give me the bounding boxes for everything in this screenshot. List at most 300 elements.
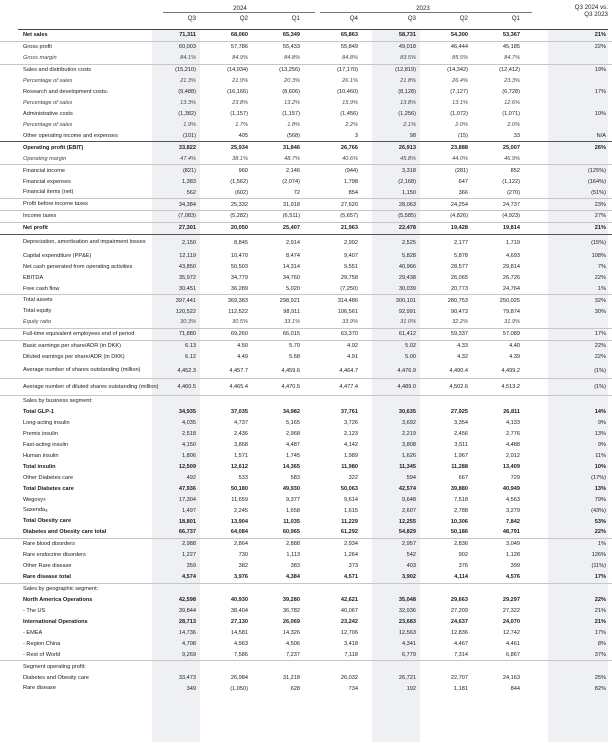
row-label [23,638,163,649]
quarter-value: 7,237 [286,651,300,658]
quarter-value: 22,478 [398,225,416,232]
change-value: 17% [594,331,606,338]
quarter-value: 5.68 [289,354,300,361]
quarter-value: 9,377 [286,496,300,503]
table-row [0,306,612,317]
row-label-text: Premix insulin [23,430,58,437]
quarter-value: 4,464.7 [339,367,358,374]
row-label-text: Wegovy [23,496,44,503]
quarter-value: 13,409 [502,463,520,470]
quarter-value: 4.33 [457,343,468,350]
quarter-value: 63,370 [340,331,358,338]
quarter-value: 21.8% [400,78,416,85]
quarter-value: 69,260 [230,331,248,338]
quarter-value: 14,314 [282,263,300,270]
quarter-value: 14,581 [230,629,248,636]
quarter-value [476,661,520,672]
change-value: (51%) [591,189,606,196]
quarter-value: 2,776 [506,431,520,438]
quarter-value: (1,256) [398,111,416,118]
row-label-text: Saxenda [23,507,46,514]
quarter-value [476,584,520,595]
quarter-value: 2,219 [402,431,416,438]
quarter-value: 5,020 [286,285,300,292]
row-label-text: Net cash generated from operating activities [23,263,133,270]
quarter-value: 84.8% [342,55,358,62]
quarter-value: 19,814 [502,225,520,232]
quarter-value: 71,880 [178,331,196,338]
quarter-value: 1,113 [286,552,300,559]
table-row [0,395,612,407]
quarter-value: 5.70 [289,343,300,350]
quarter-value: 28,713 [178,618,196,625]
quarter-value: 4,470.5 [281,384,300,390]
row-label-text: Rare disease total [23,574,71,581]
quarter-value: 26,984 [230,674,248,681]
row-label [23,130,163,141]
quarter-value: 26,913 [398,144,416,151]
quarter-value: 20,050 [230,225,248,232]
row-label [23,341,163,352]
quarter-value: 3,418 [344,640,358,647]
row-label-text: Gross profit [23,44,52,51]
quarter-value: 1,806 [182,452,196,459]
row-label [23,283,163,294]
quarter-value: 3 [354,132,358,139]
table-row [0,595,612,606]
row-label [23,483,163,494]
quarter-value: 4,035 [182,420,196,427]
quarter-value: 2,123 [344,431,358,438]
table-row [0,550,612,561]
table-row [0,120,612,131]
row-label-text: Rare disease [23,685,56,692]
quarter-value: 35,048 [398,597,416,604]
row-label-text: Other Rare disease [23,563,72,570]
quarter-value: 39,280 [282,597,300,604]
quarter-value: 66,737 [178,529,196,536]
quarter-value: 628 [290,685,300,692]
quarter-value: 30,451 [178,285,196,292]
quarter-value: 18,801 [178,518,196,525]
quarter-value: 2,914 [286,239,300,246]
quarter-value: 40,067 [340,608,358,615]
quarter-value: 2,934 [344,541,358,548]
quarter-value: 1,497 [182,507,196,514]
quarter-value: 14,736 [178,629,196,636]
quarter-value: 26.4% [452,78,468,85]
change-value: 22% [594,343,606,350]
change-value: 1% [597,541,606,548]
table-row [0,516,612,527]
quarter-value: (270) [506,189,520,196]
quarter-value [372,396,416,407]
change-value: 21% [594,618,606,625]
table-row [0,283,612,294]
quarter-value: 3,049 [506,541,520,548]
quarter-value: 192 [406,685,416,692]
quarter-value: 27,209 [450,608,468,615]
row-label [23,683,163,694]
quarter-value: 11,980 [341,463,358,470]
table-row [0,672,612,683]
row-label [23,379,163,395]
quarter-value: 1,745 [286,452,300,459]
quarter-value: 3,976 [234,574,248,581]
quarter-value: 55,433 [282,44,300,51]
quarter-value: 492 [186,474,196,481]
quarter-value: 2,992 [344,239,358,246]
quarter-value: 11,035 [283,518,300,525]
quarter-value: 734 [348,685,358,692]
table-row [0,527,612,538]
quarter-value: 23,242 [340,618,358,625]
change-value: 17% [594,574,606,581]
quarter-value: 55,849 [340,44,358,51]
quarter-value: 21,963 [340,225,358,232]
quarter-value: 46.9% [504,155,520,162]
table-row [0,87,612,98]
quarter-value: 23.3% [504,78,520,85]
quarter-value: (944) [344,167,358,174]
row-label-text: Administrative costs [23,110,73,117]
table-row [0,617,612,628]
quarter-value: 3,354 [454,420,468,427]
quarter-value: 35,972 [178,274,196,281]
quarter-value: 542 [406,552,416,559]
quarter-value: (14,934) [227,67,248,74]
change-value: (15%) [591,239,606,246]
quarter-value: 29,814 [502,263,520,270]
quarter-value: 4.40 [509,343,520,350]
change-value: (164%) [587,178,606,185]
quarter-value: 38,404 [230,608,248,615]
row-label [23,561,163,572]
quarter-value: 61,292 [340,529,358,536]
quarter-value [424,584,468,595]
quarter-value: 48.7% [284,155,300,162]
quarter-value: 2.0% [455,121,468,128]
change-value: (1%) [594,384,606,390]
quarter-value: 1,128 [506,552,520,559]
row-label-text: North America Operations [23,596,93,603]
quarter-value: 25,007 [502,144,520,151]
row-label-text: Total equity [23,308,52,315]
quarter-value: 3,726 [344,420,358,427]
quarter-value: 8,474 [286,252,300,259]
row-label-text: Full-time equivalent employees end of period [23,331,135,338]
quarter-value: 2.1% [403,121,416,128]
quarter-value: 9,551 [344,263,358,270]
quarter-value: 2,146 [286,167,300,174]
quarter-header: Q3 [407,15,416,22]
quarter-value: 65,863 [340,32,358,39]
quarter-value: 92,991 [398,308,416,315]
row-label-text: Rare endocrine disorders [23,552,86,559]
quarter-value: (2,168) [398,178,416,185]
quarter-value: 60,965 [282,529,300,536]
row-label [23,661,163,672]
quarter-value: (568) [286,132,300,139]
quarter-value: 24,163 [502,674,520,681]
quarter-value: (4,826) [450,213,468,220]
quarter-value: 26.1% [342,78,358,85]
quarter-value: 2,888 [286,541,300,548]
quarter-value: 21.3% [180,78,196,85]
change-value: 11% [595,452,606,459]
row-label [23,440,163,451]
quarter-value: 38.1% [232,155,248,162]
change-value: (17%) [591,474,606,481]
table-row [0,41,612,53]
quarter-value: 32.2% [452,319,468,326]
quarter-value: 2,456 [454,431,468,438]
row-label-text: Total insulin [23,463,56,470]
quarter-value: 322 [348,474,358,481]
quarter-value [424,396,468,407]
row-label-text: Basic earnings per share/ADR (in DKK) [23,343,121,350]
change-value: (11%) [591,563,606,570]
table-row [0,538,612,550]
quarter-value: 48,791 [502,529,520,536]
quarter-value: 49,018 [398,44,416,51]
quarter-value: 1.8% [287,121,300,128]
quarter-value: 29,758 [340,274,358,281]
quarter-value: 359 [186,563,196,570]
quarter-value: 250,025 [499,297,520,304]
quarter-value: (1,072) [450,111,468,118]
quarter-value: 280,753 [447,297,468,304]
quarter-value: (5,585) [398,213,416,220]
quarter-value: 20.3% [284,78,300,85]
quarter-value: 33,473 [178,674,196,681]
row-label-text: - EMEA [23,629,43,636]
row-label-text: Diabetes and Obesity care total [23,529,107,536]
quarter-value: 26,065 [450,274,468,281]
quarter-value: 4,384 [286,574,300,581]
quarter-value: 28,063 [398,201,416,208]
row-label: Wegovy ® [23,496,46,503]
quarter-value: 3,318 [402,167,416,174]
quarter-value [314,584,358,595]
table-row [0,272,612,283]
quarter-value: 729 [510,474,520,481]
quarter-value: 14,326 [282,629,300,636]
quarter-value: 4,963 [234,640,248,647]
quarter-value: 4,708 [182,640,196,647]
table-row [0,472,612,483]
quarter-value: 84.7% [504,55,520,62]
table-row [0,638,612,649]
quarter-value: (9,488) [178,89,196,96]
quarter-value: 47,936 [178,485,196,492]
quarter-value: (14,342) [447,67,468,74]
quarter-value: 3,511 [454,441,468,448]
quarter-value [424,661,468,672]
quarter-value: (1,122) [502,178,520,185]
quarter-value: 594 [406,474,416,481]
change-value: 22% [594,354,606,361]
quarter-value: 23,888 [450,144,468,151]
quarter-value: 26,766 [340,144,358,151]
table-row [0,53,612,64]
change-value: 126% [591,552,606,559]
quarter-value: 40,949 [502,485,520,492]
row-label-text: Other operating income and expenses [23,132,118,139]
quarter-value: 7,586 [234,651,248,658]
change-column-header [548,4,608,18]
table-row [0,98,612,109]
quarter-value: 4.50 [237,343,248,350]
row-label-text: Long-acting insulin [23,419,70,426]
quarter-value: 23,683 [398,618,416,625]
quarter-value: 54,300 [450,32,468,39]
quarter-value: (1,157) [230,111,248,118]
table-row [0,505,612,516]
quarter-value: 44.0% [452,155,468,162]
quarter-value: 27,301 [178,225,196,232]
change-value [562,98,606,109]
table-row [0,649,612,660]
quarter-value: 4,513.2 [501,384,520,390]
quarter-value: 4.49 [237,354,248,361]
row-label-text: Segment operating profit: [23,663,86,670]
row-label [23,235,163,251]
quarter-value: 383 [290,563,300,570]
quarter-value: 12.6% [504,100,520,107]
change-value [562,661,606,672]
table-row [0,187,612,198]
row-label [23,223,163,234]
quarter-value: 7,314 [454,651,468,658]
quarter-value: 2,525 [402,239,416,246]
row-label-text: Total assets [23,297,53,304]
table-row [0,141,612,153]
quarter-value: (1,071) [502,111,520,118]
quarter-value: 403 [406,563,416,570]
change-value: 10% [594,463,606,470]
quarter-value: 1,383 [182,178,196,185]
quarter-value: 1,264 [344,552,358,559]
quarter-value: 2,436 [234,431,248,438]
change-value: 53% [594,518,606,525]
quarter-value: 27,925 [450,409,468,416]
quarter-value: 72 [293,189,300,196]
quarter-value: 26,032 [340,674,358,681]
quarter-value: 2,012 [506,452,520,459]
change-value: 8% [597,640,606,647]
row-label-text: Income taxes [23,213,57,220]
quarter-value: 960 [238,167,248,174]
quarter-value: 1.7% [235,121,248,128]
quarter-value: 83.5% [400,55,416,62]
row-label [23,429,163,440]
row-label [23,295,163,306]
quarter-value: 376 [458,563,468,570]
quarter-value: 5,828 [402,252,416,259]
quarter-value [372,584,416,595]
row-label-text: Rare blood disorders [23,541,75,548]
quarter-value [372,661,416,672]
quarter-value: 4,476.9 [397,367,416,374]
quarter-value: 57,786 [230,44,248,51]
quarter-value: 47.4% [180,155,196,162]
quarter-value: 53,367 [502,32,520,39]
table-row [0,153,612,164]
quarter-value: 12,509 [178,463,196,470]
quarter-value: 4.92 [347,343,358,350]
row-label [23,516,163,527]
quarter-value: 2,788 [454,507,468,514]
quarter-value: 4,133 [506,420,520,427]
quarter-value: 4,488 [506,441,520,448]
change-value [562,396,606,407]
row-label-text: Sales by geographic segment: [23,586,99,592]
quarter-value: (17,170) [337,67,358,74]
quarter-value: 19,428 [450,225,468,232]
quarter-value: 13.1% [452,100,468,107]
quarter-value: 2.2% [345,121,358,128]
quarter-value: 26,721 [398,674,416,681]
change-value: 22% [594,274,606,281]
quarter-value: 8,845 [234,239,248,246]
quarter-value: 11,288 [451,463,468,470]
change-value [562,153,606,164]
quarter-value: 6.13 [185,343,196,350]
quarter-value: (8,128) [398,89,416,96]
quarter-value: 11,229 [341,518,358,525]
quarter-value: 1.9% [183,121,196,128]
quarter-value: 34,760 [282,274,300,281]
quarter-value: 4,114 [454,574,468,581]
quarter-value: 647 [458,178,468,185]
quarter-value: 31.9% [504,319,520,326]
quarter-value: 3,868 [234,441,248,448]
change-value: 17% [594,89,606,96]
quarter-value: 7,518 [454,496,468,503]
quarter-value: (12,819) [395,67,416,74]
row-label [23,120,163,131]
row-label [23,472,163,483]
change-value: 22% [594,44,606,51]
quarter-value: 1,150 [402,189,416,196]
quarter-value: 533 [238,474,248,481]
row-label-text: Fast-acting insulin [23,441,69,448]
quarter-value: 24,764 [502,285,520,292]
table-row [0,627,612,638]
quarter-value: (13,256) [279,67,300,74]
row-label-text: Depreciation, amortisation and impairment losses [23,239,146,246]
quarter-value: 1,227 [182,552,196,559]
row-label-text: Sales by business segment: [23,398,93,405]
quarter-value: 68,060 [230,32,248,39]
row-label [23,65,163,76]
quarter-value: 854 [348,189,358,196]
quarter-value: 13.2% [284,100,300,107]
row-label [23,211,163,222]
quarter-value [152,396,196,407]
quarter-value: 40,930 [230,597,248,604]
quarter-value: 5,878 [454,252,468,259]
table-row [0,328,612,340]
quarter-value: 34,779 [230,274,248,281]
quarter-value: 27,130 [230,618,248,625]
quarter-value: 71,311 [179,32,196,39]
quarter-value: 12,255 [398,518,416,525]
quarter-value: 85.5% [452,55,468,62]
quarter-value: 4.32 [457,354,468,361]
row-label-text: Percentage of sales [23,99,73,106]
